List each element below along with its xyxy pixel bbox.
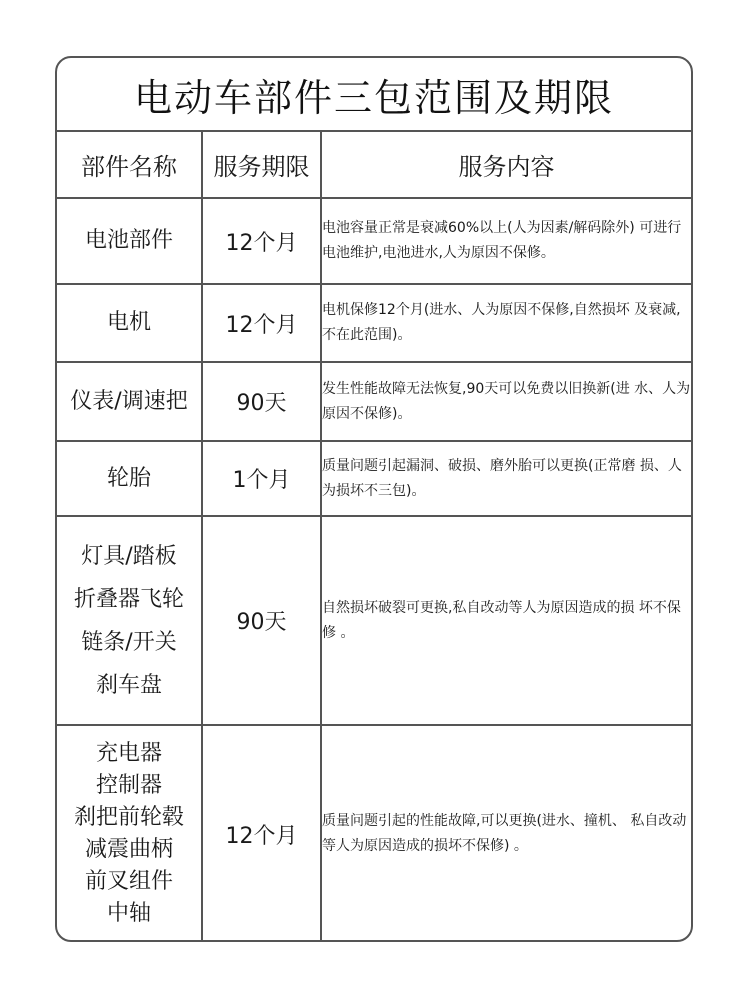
table-row: [57, 441, 691, 516]
part-name: 控制器: [95, 773, 162, 798]
table-row: [57, 198, 691, 284]
part-name: 减震曲柄: [84, 837, 173, 862]
service-content: 质量问题引起的性能故障,可以更换(进水、撞机、 私自改动等人为原因造成的损坏不保修) 。: [322, 813, 687, 854]
part-name: 灯具/踏板: [81, 543, 177, 569]
part-name-cell: [57, 284, 202, 362]
table-row: [57, 516, 691, 725]
header-service-period: 服务期限: [202, 132, 321, 198]
part-name: 电池部件: [84, 228, 173, 253]
table-row: [57, 362, 691, 441]
service-content: 电池容量正常是衰减60%以上(人为因素/解码除外) 可进行电池维护,电池进水,人为原因不保修。: [321, 198, 691, 284]
warranty-table: [57, 132, 691, 942]
header-part-name: 部件名称: [57, 132, 202, 198]
page-title: 电动车部件三包范围及期限: [57, 58, 691, 132]
header-service-content: 服务内容: [321, 132, 691, 198]
service-period: 90天: [202, 516, 321, 725]
service-period: 12个月: [202, 725, 321, 942]
part-name-cell: [57, 198, 202, 284]
part-name: 折叠器飞轮: [73, 586, 184, 612]
part-name: 仪表/调速把: [70, 388, 188, 414]
part-name-cell: [57, 441, 202, 516]
part-name: 充电器: [95, 741, 162, 766]
part-name: 链条/开关: [81, 629, 177, 655]
part-name-cell: [57, 725, 202, 942]
service-content: 发生性能故障无法恢复,90天可以免费以旧换新(进 水、人为原因不保修)。: [321, 362, 691, 441]
warranty-table-frame: [55, 56, 693, 942]
service-content: 电机保修12个月(进水、人为原因不保修,自然损坏 及衰减,不在此范围)。: [321, 284, 691, 362]
part-name: 刹把前轮毂: [73, 805, 184, 830]
part-name: 轮胎: [106, 465, 151, 491]
part-name-cell: [57, 516, 202, 725]
service-content: 质量问题引起漏洞、破损、磨外胎可以更换(正常磨 损、人为损坏不三包)。: [321, 441, 691, 516]
service-period: 12个月: [202, 284, 321, 362]
table-row: [57, 284, 691, 362]
service-period: 90天: [202, 362, 321, 441]
service-period: 12个月: [202, 198, 321, 284]
part-name: 中轴: [106, 901, 151, 926]
service-period: 1个月: [202, 441, 321, 516]
part-name: 电机: [106, 310, 151, 335]
part-name: 刹车盘: [95, 672, 162, 698]
part-name: 前叉组件: [84, 869, 173, 894]
service-content: 自然损坏破裂可更换,私自改动等人为原因造成的损 坏不保修 。: [321, 516, 691, 725]
table-row: [57, 725, 691, 942]
table-header-row: [57, 132, 691, 198]
part-name-cell: [57, 362, 202, 441]
